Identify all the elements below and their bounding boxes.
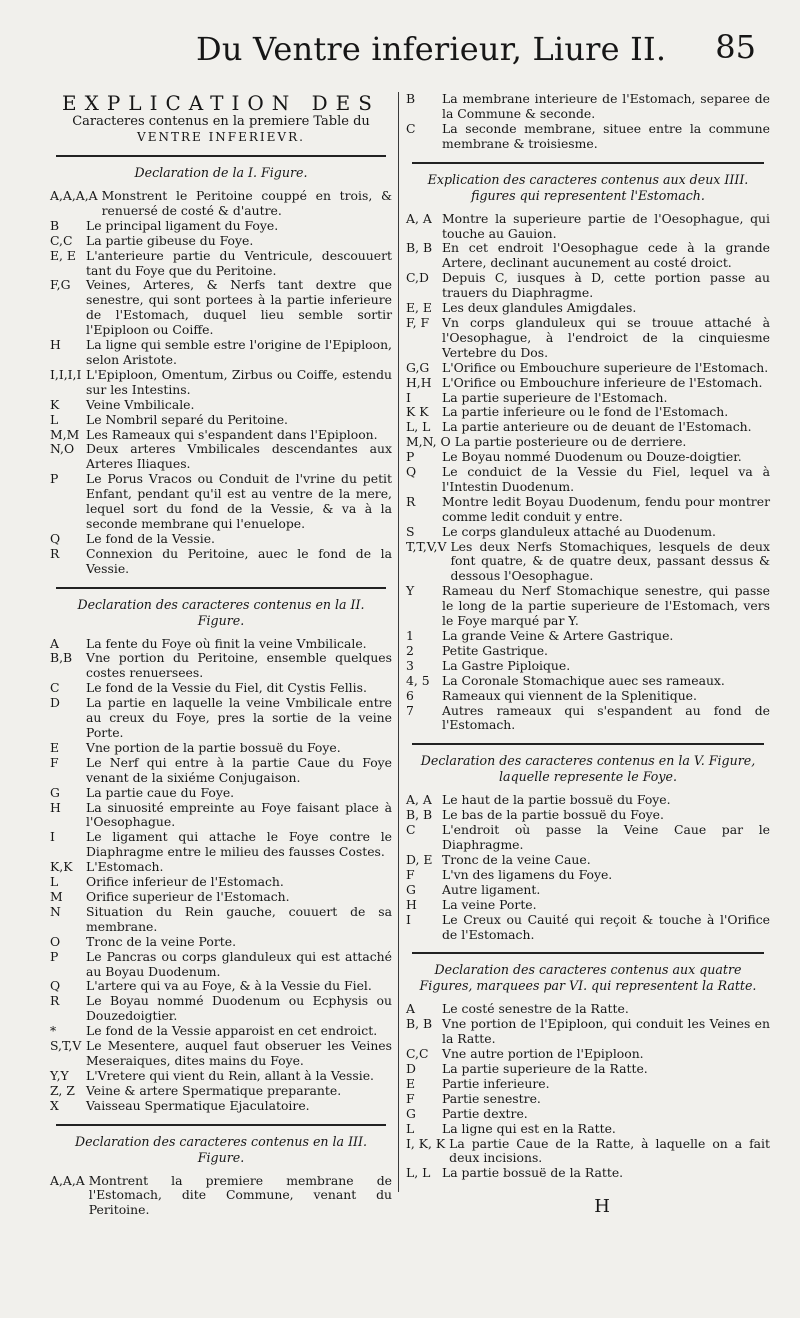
legend-entry [406, 1107, 770, 1122]
legend-text: Monstrent le Peritoine couppé en trois, & renuersé de costé & d'autre. [101, 188, 392, 218]
legend-text: Veine & artere Spermatique preparante. [86, 1082, 342, 1098]
legend-key: R [406, 493, 416, 509]
legend-key: B,B [50, 650, 73, 666]
legend-entry [406, 391, 770, 406]
legend-text: Partie senestre. [442, 1090, 541, 1106]
legend-text: Le Mesentere, auquel faut obseruer les Veines Meseraiques, dites mains du Foye. [86, 1038, 392, 1068]
legend-text: La ligne qui semble estre l'origine de l'Epiploon, selon Aristote. [86, 337, 392, 367]
legend-key: G [50, 784, 60, 800]
legend-key: O [50, 933, 61, 949]
legend-entry [50, 442, 392, 472]
legend-entry [406, 465, 770, 495]
legend-entry [50, 950, 392, 980]
legend-key: A, A [406, 792, 432, 808]
signature-mark: H [594, 1196, 610, 1217]
legend-key: S [406, 523, 415, 539]
legend-text: Vne portion de l'Epiploon, qui conduit les Veines en la Ratte. [442, 1016, 770, 1047]
legend-text: Le costé senestre de la Ratte. [442, 1001, 629, 1017]
legend-entry [406, 405, 770, 420]
legend-key: F [406, 866, 415, 882]
legend-text: Vaisseau Spermatique Ejaculatoire. [86, 1097, 310, 1113]
legend-text: La veine Porte. [442, 896, 537, 912]
legend-entry [50, 681, 392, 696]
legend-key: B, B [406, 240, 433, 256]
legend-text: La fente du Foye où finit la veine Vmbilicale. [86, 635, 367, 651]
legend-text: Depuis C, iusques à D, cette portion passe au trauers du Diaphragme. [442, 270, 770, 301]
legend-entry [50, 890, 392, 905]
section-rule [56, 1124, 386, 1126]
title-subline: Caracteres contenus en la premiere Table du [72, 114, 370, 129]
legend-key: I, K, K [406, 1135, 446, 1151]
legend-key: T,T,V,V [406, 538, 447, 554]
legend-text: Le Boyau nommé Duodenum ou Ecphysis ou Douzedoigtier. [86, 993, 392, 1024]
legend-text: La Gastre Piploique. [442, 657, 571, 673]
legend-text: La partie superieure de l'Estomach. [442, 389, 668, 405]
legend-entry [406, 808, 770, 823]
legend-key: Y [406, 583, 415, 599]
legend-text: Partie dextre. [442, 1105, 528, 1121]
legend-entry [50, 741, 392, 756]
legend-text: En cet endroit l'Oesophague cede à la grande Artere, declinant aucunement au costé droict. [442, 240, 770, 271]
legend-key: X [50, 1097, 59, 1113]
legend-text: Vne portion de la partie bossuë du Foye. [86, 739, 341, 755]
legend-text: L'Vretere qui vient du Rein, allant à la Vessie. [86, 1067, 374, 1083]
legend-entry [50, 428, 392, 443]
legend-text: L'Estomach. [86, 859, 164, 875]
continued-entries [406, 92, 770, 152]
legend-key: D [50, 695, 60, 711]
legend-entry [406, 1166, 770, 1181]
title-caps: VENTRE INFERIEVR. [137, 130, 305, 144]
legend-text: Les Rameaux qui s'espandent dans l'Epiploon. [86, 426, 378, 442]
legend-text: Autre ligament. [442, 881, 541, 897]
legend-entry [406, 1047, 770, 1062]
legend-key: E, E [406, 300, 432, 316]
legend-entry [50, 1099, 392, 1114]
legend-text: Rameaux qui viennent de la Splenitique. [442, 687, 697, 703]
legend-key: R [50, 993, 60, 1009]
legend-entry [406, 883, 770, 898]
legend-entry [50, 801, 392, 831]
legend-entry [406, 271, 770, 301]
legend-entry [406, 1002, 770, 1017]
legend-entry [406, 316, 770, 361]
legend-text: La seconde membrane, situee entre la commune membrane & troisiesme. [442, 120, 770, 151]
legend-key: L, L [406, 419, 431, 435]
legend-key: 2 [406, 642, 414, 658]
legend-entry [50, 413, 392, 428]
legend-entry [406, 1137, 770, 1167]
legend-text: Orifice inferieur de l'Estomach. [86, 874, 284, 890]
legend-text: Partie inferieure. [442, 1075, 550, 1091]
legend-text: Vne portion du Peritoine, ensemble quelques costes renuersees. [86, 650, 392, 681]
legend-key: M [50, 888, 63, 904]
legend-entry [406, 540, 770, 585]
legend-key: A [406, 1001, 415, 1017]
legend-text: Connexion du Peritoine, auec le fond de la Vessie. [86, 545, 392, 576]
legend-text: Veine Vmbilicale. [86, 396, 195, 412]
legend-entry [406, 793, 770, 808]
legend-text: La Coronale Stomachique auec ses rameaux. [442, 672, 725, 688]
legend-entry [50, 1084, 392, 1099]
legend-entry [50, 651, 392, 681]
legend-key: F, F [406, 314, 430, 330]
legend-entry [406, 241, 770, 271]
legend-text: Montre la superieure partie de l'Oesophague, qui touche au Gauion. [442, 210, 770, 241]
legend-entry [406, 1062, 770, 1077]
title-main: EXPLICATION DES [62, 91, 380, 115]
legend-text: Le fond de la Vessie du Fiel, dit Cystis Fellis. [86, 680, 367, 696]
legend-key: L [406, 1120, 415, 1136]
legend-text: Situation du Rein gauche, couuert de sa membrane. [86, 903, 392, 934]
legend-text: Rameau du Nerf Stomachique senestre, qui passe le long de la partie superieure de l'Estomach, vers le Foye marqué par Y. [442, 583, 770, 629]
legend-entry [406, 898, 770, 913]
legend-text: Petite Gastrique. [442, 642, 548, 658]
legend-entry [50, 368, 392, 398]
legend-key: C [406, 822, 416, 838]
legend-key: 4, 5 [406, 672, 430, 688]
legend-key: 6 [406, 687, 414, 703]
legend-text: La partie bossuë de la Ratte. [442, 1165, 624, 1181]
legend-text: L'Orifice ou Embouchure superieure de l'Estomach. [442, 359, 769, 375]
legend-text: L'anterieure partie du Ventricule, descouuert tant du Foye que du Peritoine. [86, 247, 392, 278]
legend-key: B [50, 217, 60, 233]
legend-key: K,K [50, 859, 73, 875]
legend-entry [50, 338, 392, 368]
legend-text: Vn corps glanduleux qui se trouue attaché à l'Oesophague, à l'endroict de la cinquiesme Vertebre du Dos. [442, 314, 770, 360]
legend-entry [406, 674, 770, 689]
legend-entry [50, 1039, 392, 1069]
legend-key: E [50, 739, 60, 755]
legend-entry [50, 905, 392, 935]
legend-key: H,H [406, 374, 432, 390]
legend-text: L'artere qui va au Foye, & à la Vessie du Fiel. [86, 978, 372, 994]
legend-entry [406, 853, 770, 868]
legend-key: B, B [406, 1016, 433, 1032]
legend-key: C,D [406, 270, 429, 286]
legend-key: Y,Y [50, 1067, 69, 1083]
legend-key: L [50, 874, 59, 890]
legend-key: A [50, 635, 59, 651]
legend-key: B, B [406, 807, 433, 823]
legend-text: Tronc de la veine Caue. [442, 851, 591, 867]
legend-text: Le bas de la partie bossuë du Foye. [442, 807, 664, 823]
legend-text: La grande Veine & Artere Gastrique. [442, 628, 674, 643]
legend-entry [406, 525, 770, 540]
legend-entry [50, 234, 392, 249]
section-heading: Declaration des caracteres contenus en la II. Figure. [77, 596, 365, 628]
column-divider [398, 92, 399, 1192]
legend-entry [50, 547, 392, 577]
legend-key: A,A,A,A [50, 188, 98, 203]
legend-key: H [50, 799, 61, 815]
legend-entry [50, 472, 392, 532]
legend-entry [406, 450, 770, 465]
legend-text: Le Nerf qui entre à la partie Caue du Foye venant de la sixiéme Conjugaison. [86, 754, 392, 785]
legend-text: Tronc de la veine Porte. [86, 933, 237, 949]
legend-key: H [406, 896, 417, 912]
running-head [0, 28, 800, 78]
legend-entry [406, 868, 770, 883]
legend-entry [50, 979, 392, 994]
legend-key: S,T,V [50, 1038, 82, 1054]
legend-text: L'vn des ligamens du Foye. [442, 866, 613, 882]
legend-key: D [406, 1061, 416, 1077]
legend-text: La partie gibeuse du Foye. [86, 232, 254, 248]
legend-entry [406, 361, 770, 376]
legend-key: I [50, 829, 55, 845]
legend-key: E, E [50, 247, 76, 263]
legend-entry [406, 301, 770, 316]
legend-key: N [50, 903, 61, 919]
legend-entry [406, 584, 770, 629]
legend-key: N,O [50, 441, 75, 457]
legend-text: L'Orifice ou Embouchure inferieure de l'Estomach. [442, 374, 763, 390]
section-rule [412, 952, 764, 954]
section-rule [412, 162, 764, 164]
legend-entry [406, 1077, 770, 1092]
legend-key: C [50, 680, 60, 696]
legend-text: La partie posterieure ou de derriere. [454, 434, 687, 450]
legend-entry [50, 219, 392, 234]
legend-entry [50, 189, 392, 219]
legend-key: Q [50, 530, 61, 546]
legend-text: Le Pancras ou corps glanduleux qui est attaché au Boyau Duodenum. [86, 948, 392, 979]
legend-text: Le Creux ou Cauité qui reçoit & touche à l'Orifice de l'Estomach. [442, 911, 770, 942]
legend-entry [406, 1092, 770, 1107]
legend-key: K [50, 396, 60, 412]
legend-entry [406, 495, 770, 525]
legend-entry [50, 860, 392, 875]
legend-text: La partie Caue de la Ratte, à laquelle on a fait deux incisions. [449, 1135, 770, 1166]
legend-key: I [406, 389, 411, 405]
legend-entry [50, 756, 392, 786]
left-column [50, 92, 392, 1218]
legend-key: K K [406, 404, 429, 420]
legend-key: E [406, 1075, 416, 1091]
section-heading: Explication des caracteres contenus aux deux IIII. figures qui representent l'Estomach. [427, 171, 749, 203]
legend-key: P [50, 471, 59, 487]
legend-key: P [406, 449, 415, 465]
right-column [406, 92, 770, 1181]
legend-entry [50, 1024, 392, 1039]
legend-text: Le Nombril separé du Peritoine. [86, 411, 288, 427]
legend-key: C,C [50, 232, 73, 248]
legend-text: La sinuosité empreinte au Foye faisant place à l'Oesophague. [86, 799, 392, 830]
section-heading: Declaration des caracteres contenus en la V. Figure, laquelle represente le Foye. [420, 753, 756, 785]
legend-entry [406, 92, 770, 122]
legend-entry [406, 1122, 770, 1137]
legend-text: Le haut de la partie bossuë du Foye. [442, 792, 671, 808]
section-heading: Declaration des caracteres contenus en la III. Figure. [74, 1133, 367, 1165]
legend-key: L, L [406, 1165, 431, 1181]
explication-title [50, 92, 392, 145]
section-heading: Declaration des caracteres contenus aux quatre Figures, marquees par VI. qui representent la Ratte. [419, 962, 757, 994]
legend-key: A,A,A [50, 1172, 85, 1188]
legend-entry [406, 659, 770, 674]
legend-text: Montrent la premiere membrane de l'Estomach, dite Commune, venant du Peritoine. [88, 1172, 392, 1218]
legend-entry [50, 935, 392, 950]
legend-key: I,I,I,I [50, 366, 82, 382]
legend-text: Vne autre portion de l'Epiploon. [442, 1046, 644, 1062]
legend-key: M,N, O [406, 434, 451, 450]
legend-key: Q [406, 464, 417, 480]
left-sections [50, 155, 392, 1218]
legend-entry [50, 875, 392, 890]
legend-text: Montre ledit Boyau Duodenum, fendu pour montrer comme ledit conduit y entre. [442, 493, 770, 524]
legend-entry [406, 689, 770, 704]
legend-text: Deux arteres Vmbilicales descendantes aux Arteres Iliaques. [86, 441, 392, 472]
legend-entry [50, 994, 392, 1024]
legend-key: F [406, 1090, 415, 1106]
legend-entry [406, 644, 770, 659]
legend-key: A, A [406, 210, 432, 226]
legend-entry [50, 398, 392, 413]
legend-text: Autres rameaux qui s'espandent au fond de l'Estomach. [442, 702, 770, 733]
legend-entry [406, 212, 770, 242]
legend-text: Le ligament qui attache le Foye contre le Diaphragme entre le milieu des fausses Costes. [86, 829, 392, 860]
legend-key: D, E [406, 851, 433, 867]
legend-text: La partie inferieure ou le fond de l'Estomach. [442, 404, 729, 420]
legend-entry [406, 376, 770, 391]
legend-entry [406, 629, 770, 644]
legend-entry [50, 1069, 392, 1084]
legend-entry [406, 704, 770, 734]
legend-key: F [50, 754, 59, 770]
legend-text: Le conduict de la Vessie du Fiel, lequel va à l'Intestin Duodenum. [442, 464, 770, 494]
legend-key: 7 [406, 702, 414, 718]
section-rule [56, 155, 386, 157]
legend-key: H [50, 337, 61, 353]
legend-entry [406, 435, 770, 450]
section-heading: Declaration de la I. Figure. [134, 165, 308, 180]
legend-key: I [406, 911, 411, 927]
legend-text: Le fond de la Vessie. [86, 530, 215, 546]
legend-text: Les deux Nerfs Stomachiques, lesquels de deux font quatre, & de quatre deux, passant dessus & dessous l'Oesophague. [450, 538, 770, 584]
legend-entry [50, 278, 392, 338]
legend-text: La partie caue du Foye. [86, 784, 235, 800]
legend-key: 3 [406, 657, 414, 673]
section-rule [56, 587, 386, 589]
legend-key: Q [50, 978, 61, 994]
legend-text: La partie anterieure ou de deuant de l'Estomach. [442, 419, 752, 435]
legend-text: Veines, Arteres, & Nerfs tant dextre que senestre, qui sont portees à la partie inferieure de l'Estomach, duquel lieu semble sortir l'Epiploon ou Coiffe. [86, 277, 392, 338]
legend-text: L'endroit où passe la Veine Caue par le Diaphragme. [442, 822, 770, 853]
legend-entry [50, 696, 392, 741]
legend-key: L [50, 411, 59, 427]
legend-text: Le Boyau nommé Duodenum ou Douze-doigtier. [442, 449, 742, 465]
legend-text: Les deux glandules Amigdales. [442, 300, 637, 316]
legend-text: Le principal ligament du Foye. [86, 217, 279, 233]
legend-entry [50, 1174, 392, 1219]
section-rule [412, 743, 764, 745]
legend-entry [406, 1017, 770, 1047]
legend-entry [50, 637, 392, 652]
legend-text: Le corps glanduleux attaché au Duodenum. [442, 523, 716, 539]
legend-text: Le fond de la Vessie apparoist en cet endroict. [86, 1023, 378, 1039]
legend-key: G [406, 881, 416, 897]
page-number: 85 [715, 28, 756, 66]
legend-entry [50, 249, 392, 279]
legend-entry [406, 122, 770, 152]
legend-key: G [406, 1105, 416, 1121]
legend-key: C [406, 120, 416, 136]
legend-text: Orifice superieur de l'Estomach. [86, 888, 290, 904]
legend-entry [406, 913, 770, 943]
legend-key: M,M [50, 426, 80, 442]
legend-text: La partie superieure de la Ratte. [442, 1061, 648, 1077]
legend-text: L'Epiploon, Omentum, Zirbus ou Coiffe, estendu sur les Intestins. [86, 366, 392, 397]
legend-text: La ligne qui est en la Ratte. [442, 1120, 616, 1136]
legend-key: B [406, 91, 416, 106]
legend-text: Le Porus Vracos ou Conduit de l'vrine du petit Enfant, pendant qu'il est au ventre de la mere, lequel sort du fond de la Vessie, & va à la seconde membrane qui l'enuelope. [86, 471, 392, 531]
running-title: Du Ventre inferieur, Liure II. [196, 30, 667, 68]
legend-key: R [50, 545, 60, 561]
legend-key: G,G [406, 359, 430, 375]
legend-entry [406, 420, 770, 435]
legend-key: 1 [406, 628, 414, 643]
legend-entry [50, 786, 392, 801]
legend-text: La membrane interieure de l'Estomach, separee de la Commune & seconde. [442, 91, 770, 121]
right-sections [406, 162, 770, 1182]
legend-entry [50, 532, 392, 547]
legend-key: F,G [50, 277, 71, 293]
legend-key: P [50, 948, 59, 964]
legend-key: Z, Z [50, 1082, 75, 1098]
legend-key: C,C [406, 1046, 429, 1062]
legend-key: * [50, 1023, 57, 1039]
legend-text: La partie en laquelle la veine Vmbilicale entre au creux du Foye, pres la sortie de la veine Porte. [86, 695, 392, 740]
legend-entry [406, 823, 770, 853]
legend-entry [50, 830, 392, 860]
